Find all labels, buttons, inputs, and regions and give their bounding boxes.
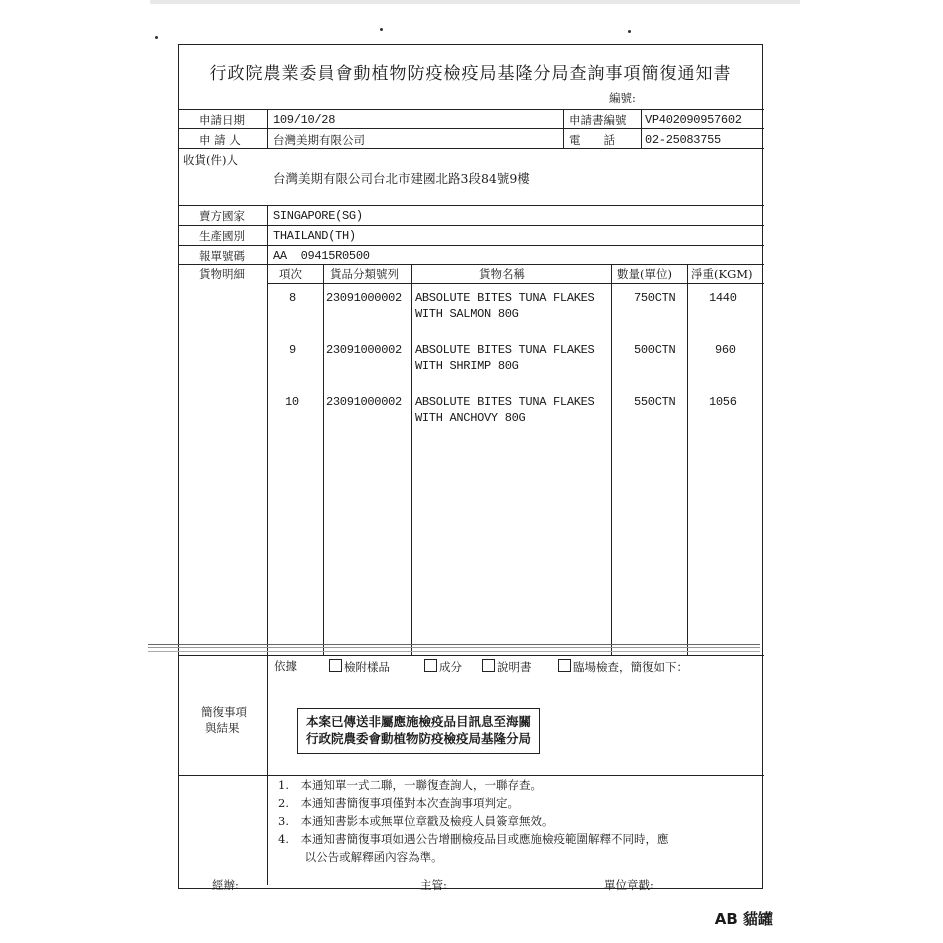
applicant-value: 台灣美期有限公司: [273, 133, 365, 147]
note-item: 以公告或解釋函內容為準。: [278, 850, 443, 864]
phone-label: 電 話: [569, 133, 615, 147]
scan-artifact: [148, 647, 760, 648]
col-qty: 數量(單位): [617, 267, 672, 281]
item-name-line2: WITH SALMON 80G: [415, 307, 519, 321]
result-label-line2: 與結果: [205, 721, 240, 735]
basis-label: 依據: [274, 659, 297, 673]
basis-option-ingredient: 成分: [424, 659, 462, 674]
applicant-label: 申 請 人: [199, 133, 241, 147]
item-weight: 1056: [709, 395, 737, 409]
checkbox: [558, 659, 571, 672]
item-qty: 500CTN: [634, 343, 676, 357]
basis-option-inspection: 臨場檢查，簡復如下：: [558, 659, 688, 674]
item-qty: 750CTN: [634, 291, 676, 305]
col-item: 項次: [279, 267, 302, 281]
item-name-line1: ABSOLUTE BITES TUNA FLAKES: [415, 291, 595, 305]
scan-speck: [155, 36, 158, 39]
item-name-line1: ABSOLUTE BITES TUNA FLAKES: [415, 395, 595, 409]
consignee-value: 台灣美期有限公司台北市建國北路3段84號9樓: [273, 171, 530, 186]
seller-country-value: SINGAPORE(SG): [273, 209, 363, 223]
basis-option-sample: 檢附樣品: [329, 659, 390, 674]
item-weight: 960: [715, 343, 736, 357]
item-qty: 550CTN: [634, 395, 676, 409]
form-title: 行政院農業委員會動植物防疫檢疫局基隆分局查詢事項簡復通知書: [209, 64, 732, 84]
scan-artifact: [148, 644, 760, 645]
item-code: 23091000002: [326, 291, 402, 305]
apply-date-value: 109/10/28: [273, 113, 336, 127]
note-item: 4. 本通知書簡復事項如遇公告增刪檢疫品目或應施檢疫範圍解釋不同時，應: [278, 832, 669, 846]
declaration-label: 報單號碼: [199, 249, 245, 263]
origin-label: 生產國別: [199, 229, 245, 243]
item-code: 23091000002: [326, 343, 402, 357]
scan-top-edge: [150, 0, 800, 4]
footer-supervisor: 主管:: [420, 878, 447, 892]
app-no-value: VP402090957602: [645, 113, 742, 127]
col-code: 貨品分類號列: [330, 267, 399, 281]
scan-speck: [628, 30, 631, 33]
result-stamp-line1: 本案已傳送非屬應施檢疫品目訊息至海關: [306, 714, 532, 729]
basis-option-manual: 說明書: [482, 659, 532, 674]
notice-form: [178, 44, 763, 889]
apply-date-label: 申請日期: [199, 113, 245, 127]
seller-country-label: 賣方國家: [199, 209, 245, 223]
watermark-label: AB 貓罐: [714, 910, 773, 928]
item-number: 9: [289, 343, 296, 357]
consignee-label: 收貨(件)人: [183, 153, 238, 167]
note-item: 2. 本通知書簡復事項僅對本次查詢事項判定。: [278, 796, 519, 810]
col-name: 貨物名稱: [479, 267, 525, 281]
scan-speck: [380, 28, 383, 31]
note-item: 1. 本通知單一式二聯，一聯復查詢人，一聯存查。: [278, 778, 542, 792]
item-weight: 1440: [709, 291, 737, 305]
app-no-label: 申請書編號: [569, 113, 627, 127]
item-code: 23091000002: [326, 395, 402, 409]
col-weight: 淨重(KGM): [691, 267, 753, 281]
checkbox: [424, 659, 437, 672]
result-stamp-line2: 行政院農委會動植物防疫檢疫局基隆分局: [306, 731, 532, 746]
footer-handler: 經辦:: [212, 878, 239, 892]
item-name-line2: WITH ANCHOVY 80G: [415, 411, 526, 425]
item-number: 10: [285, 395, 299, 409]
item-name-line2: WITH SHRIMP 80G: [415, 359, 519, 373]
goods-label: 貨物明細: [199, 267, 245, 281]
item-name-line1: ABSOLUTE BITES TUNA FLAKES: [415, 343, 595, 357]
phone-value: 02-25083755: [645, 133, 721, 147]
origin-value: THAILAND(TH): [273, 229, 356, 243]
result-label-line1: 簡復事項: [201, 705, 247, 719]
result-stamp: [297, 708, 540, 754]
item-number: 8: [289, 291, 296, 305]
number-label: 編號:: [609, 91, 636, 105]
note-item: 3. 本通知書影本或無單位章戳及檢疫人員簽章無效。: [278, 814, 554, 828]
footer-seal: 單位章戳:: [604, 878, 654, 892]
checkbox: [329, 659, 342, 672]
checkbox: [482, 659, 495, 672]
declaration-value: AA 09415R0500: [273, 249, 370, 263]
scan-artifact: [148, 651, 760, 652]
